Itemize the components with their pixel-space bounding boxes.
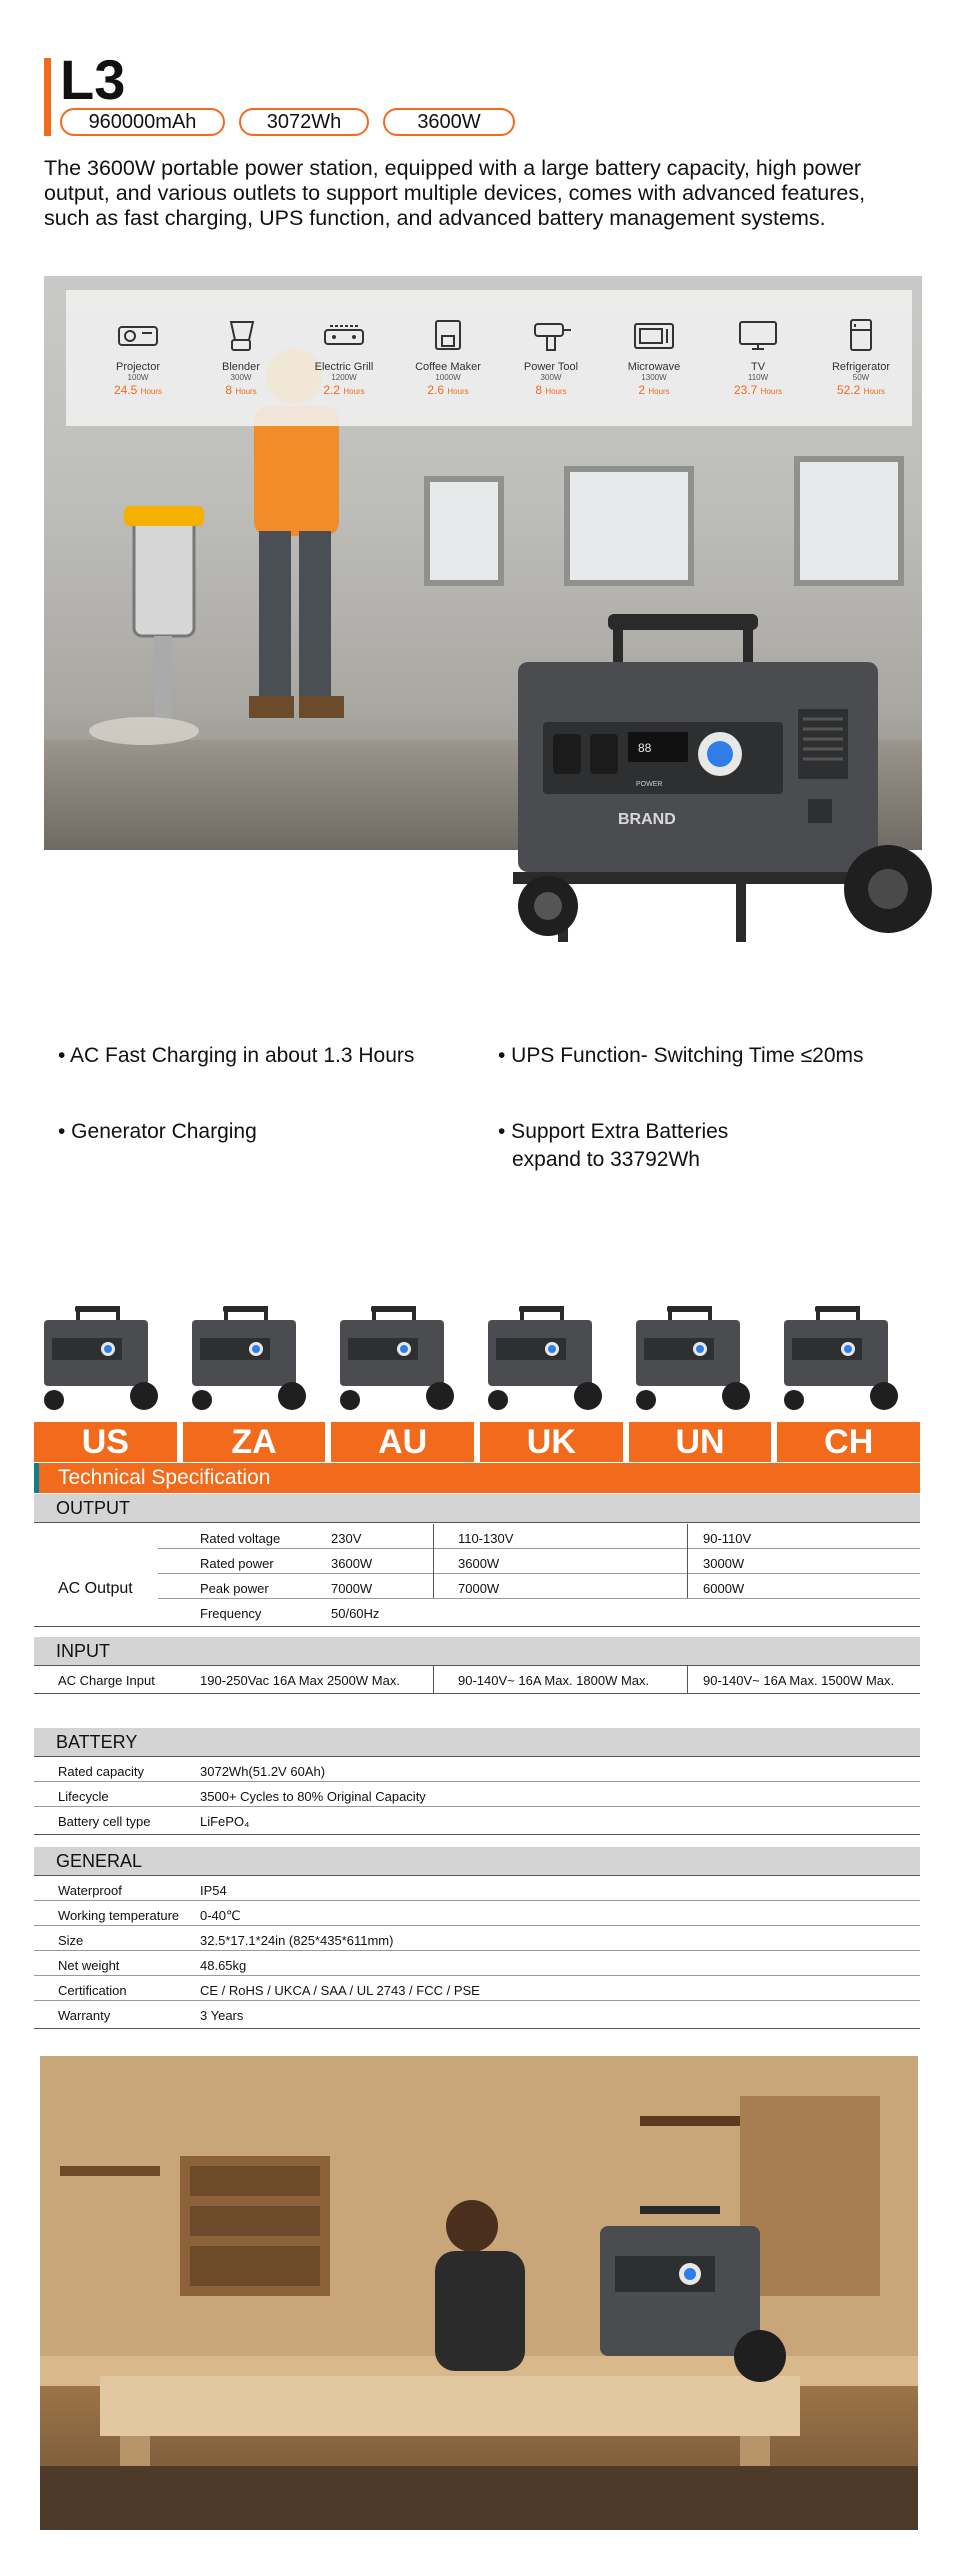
- divider: [34, 1522, 920, 1523]
- ac-charge-input-90: 90-140V~ 16A Max. 1500W Max.: [703, 1673, 895, 1688]
- peak-power-110: 7000W: [458, 1581, 500, 1596]
- peak-power-label: Peak power: [200, 1581, 269, 1596]
- spec-title: Technical Specification: [34, 1463, 920, 1493]
- waterproof-value: IP54: [200, 1883, 227, 1898]
- output-section-heading: OUTPUT: [34, 1494, 920, 1522]
- variant-au[interactable]: AU: [331, 1422, 474, 1462]
- ac-charge-input-230: 190-250Vac 16A Max 2500W Max.: [200, 1673, 400, 1688]
- display-readout: 88: [638, 741, 652, 755]
- rated-voltage-230: 230V: [331, 1531, 362, 1546]
- frequency-value: 50/60Hz: [331, 1606, 380, 1621]
- feature-extra-batteries: • Support Extra Batteries: [498, 1120, 729, 1143]
- divider: [158, 1573, 920, 1574]
- variant-station-image: [40, 1304, 158, 1414]
- workshop-photo: [40, 2056, 918, 2530]
- ac-charge-input-110: 90-140V~ 16A Max. 1800W Max.: [458, 1673, 650, 1688]
- divider: [34, 1900, 920, 1901]
- divider: [34, 1806, 920, 1807]
- spec-pills: [60, 108, 515, 136]
- battery-cell-type-label: Battery cell type: [58, 1814, 151, 1829]
- divider: [34, 1781, 920, 1782]
- grill-icon: [322, 318, 366, 352]
- workshop-scene: [40, 2056, 918, 2530]
- rated-capacity-value: 3072Wh(51.2V 60Ah): [200, 1764, 326, 1779]
- lifecycle-value: 3500+ Cycles to 80% Original Capacity: [200, 1789, 426, 1804]
- divider: [34, 2000, 920, 2001]
- refrigerator-icon: [839, 318, 883, 352]
- intro-paragraph: The 3600W portable power station, equipped with a large battery capacity, high power output, and various outlets to support multiple devices, comes with advanced features, such as fast charging, UPS function, and advanced battery management systems.: [44, 156, 866, 230]
- size-label: Size: [58, 1933, 84, 1948]
- divider: [34, 1693, 920, 1694]
- microwave-icon: [632, 318, 676, 352]
- divider: [34, 1975, 920, 1976]
- divider: [34, 1756, 920, 1757]
- net-weight-label: Net weight: [58, 1958, 120, 1973]
- variant-station-image: [336, 1304, 454, 1414]
- input-section-heading: INPUT: [34, 1637, 920, 1665]
- divider: [34, 2028, 920, 2029]
- divider: [34, 1626, 920, 1627]
- jackhammer: [84, 506, 224, 746]
- rated-voltage-110: 110-130V: [458, 1531, 514, 1546]
- net-weight-value: 48.65kg: [200, 1958, 247, 1973]
- window: [424, 476, 504, 586]
- working-temperature-label: Working temperature: [58, 1908, 180, 1923]
- warranty-label: Warranty: [58, 2008, 111, 2023]
- capacity-wh-pill: 3072Wh: [239, 108, 369, 136]
- peak-power-230: 7000W: [331, 1581, 373, 1596]
- brand-logo: BRAND: [618, 811, 676, 828]
- variant-za[interactable]: ZA: [183, 1422, 326, 1462]
- blender-icon: [219, 318, 263, 352]
- divider: [158, 1548, 920, 1549]
- appliance-item: Power Tool 300W 8 Hours: [501, 318, 601, 399]
- capacity-mah-pill: 960000mAh: [60, 108, 225, 136]
- variant-station-image: [484, 1304, 602, 1414]
- warranty-value: 3 Years: [200, 2008, 244, 2023]
- appliance-item: Coffee Maker 1000W 2.6 Hours: [398, 318, 498, 399]
- feature-fast-charging: • AC Fast Charging in about 1.3 Hours: [58, 1044, 415, 1067]
- battery-section-heading: BATTERY: [34, 1728, 920, 1756]
- waterproof-label: Waterproof: [58, 1883, 122, 1898]
- product-title: L3: [60, 48, 126, 111]
- rated-power-90: 3000W: [703, 1556, 745, 1571]
- divider: [34, 1834, 920, 1835]
- tv-icon: [736, 318, 780, 352]
- coffee-maker-icon: [426, 318, 470, 352]
- column-divider: [687, 1666, 688, 1693]
- rated-power-label: Rated power: [200, 1556, 274, 1571]
- divider: [34, 1665, 920, 1666]
- lifecycle-label: Lifecycle: [58, 1789, 109, 1804]
- battery-cell-type-value: LiFePO₄: [200, 1814, 250, 1829]
- certification-label: Certification: [58, 1983, 127, 1998]
- plug-variant-row: [34, 1422, 920, 1462]
- power-pill: 3600W: [383, 108, 515, 136]
- power-tool-icon: [529, 318, 573, 352]
- rated-voltage-90: 90-110V: [703, 1531, 752, 1546]
- power-station-product: [498, 614, 938, 954]
- variant-uk[interactable]: UK: [480, 1422, 623, 1462]
- window: [564, 466, 694, 586]
- general-section-heading: GENERAL: [34, 1847, 920, 1875]
- peak-power-90: 6000W: [703, 1581, 745, 1596]
- variant-us[interactable]: US: [34, 1422, 177, 1462]
- rated-voltage-label: Rated voltage: [200, 1531, 281, 1546]
- appliance-item: TV 110W 23.7 Hours: [708, 318, 808, 399]
- variant-station-image: [632, 1304, 750, 1414]
- frequency-label: Frequency: [200, 1606, 262, 1621]
- feature-ups: • UPS Function- Switching Time ≤20ms: [498, 1044, 864, 1067]
- appliance-item: Electric Grill 1200W 2.2 Hours: [294, 318, 394, 399]
- rated-capacity-label: Rated capacity: [58, 1764, 144, 1779]
- ac-output-label: AC Output: [58, 1580, 133, 1597]
- rated-power-230: 3600W: [331, 1556, 373, 1571]
- column-divider: [433, 1524, 434, 1598]
- variant-station-image: [188, 1304, 306, 1414]
- rated-power-110: 3600W: [458, 1556, 500, 1571]
- appliance-item: Refrigerator 50W 52.2 Hours: [811, 318, 911, 399]
- appliance-item: Microwave 1300W 2 Hours: [604, 318, 704, 399]
- appliance-runtime-panel: [66, 290, 912, 426]
- ac-charge-input-label: AC Charge Input: [58, 1673, 155, 1688]
- projector-icon: [116, 318, 160, 352]
- feature-generator-charging: • Generator Charging: [58, 1120, 257, 1143]
- divider: [34, 1875, 920, 1876]
- divider: [34, 1925, 920, 1926]
- column-divider: [687, 1524, 688, 1598]
- certification-value: CE / RoHS / UKCA / SAA / UL 2743 / FCC / PSE: [200, 1983, 480, 1998]
- power-label: POWER: [636, 781, 663, 788]
- appliance-item: Projector 100W 24.5 Hours: [88, 318, 188, 399]
- variant-un[interactable]: UN: [629, 1422, 772, 1462]
- variant-ch[interactable]: CH: [777, 1422, 920, 1462]
- working-temperature-value: 0-40℃: [200, 1908, 241, 1923]
- variant-station-image: [780, 1304, 898, 1414]
- divider: [34, 1950, 920, 1951]
- column-divider: [433, 1666, 434, 1693]
- title-accent-bar: [44, 58, 51, 136]
- feature-extra-batteries-detail: expand to 33792Wh: [512, 1148, 700, 1171]
- window: [794, 456, 904, 586]
- appliance-item: Blender 300W 8 Hours: [191, 318, 291, 399]
- divider: [158, 1598, 920, 1599]
- size-value: 32.5*17.1*24in (825*435*611mm): [200, 1933, 394, 1948]
